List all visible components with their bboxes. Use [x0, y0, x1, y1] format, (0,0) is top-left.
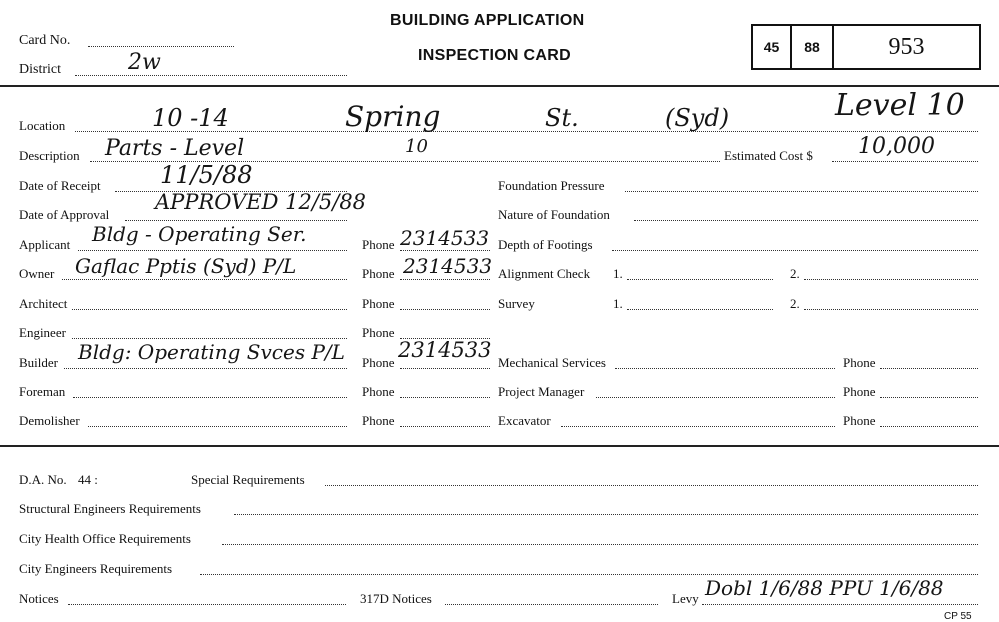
date-of-approval-field[interactable] [125, 220, 347, 221]
excavator-label: Excavator [498, 413, 551, 428]
notices-317d-field[interactable] [445, 604, 658, 605]
nature-of-foundation-field[interactable] [634, 220, 978, 221]
depth-of-footings-label: Depth of Footings [498, 237, 593, 252]
survey-field-2[interactable] [804, 309, 978, 310]
district-label: District [19, 62, 61, 77]
card-box-3: 953 [888, 33, 925, 60]
foreman-field[interactable] [73, 397, 347, 398]
location-label: Location [19, 118, 66, 133]
excavator-field[interactable] [561, 426, 835, 427]
notices-317d-label: 317D Notices [360, 591, 432, 606]
architect-phone-field[interactable] [400, 309, 490, 310]
estimated-cost-field[interactable] [832, 161, 978, 162]
special-requirements-label: Special Requirements [191, 472, 305, 487]
engineer-label: Engineer [19, 325, 66, 340]
alignment-check-num-2: 2. [790, 266, 800, 281]
location-value-1: 10 -14 [152, 104, 229, 132]
card-no-field[interactable] [88, 46, 234, 47]
mechanical-services-field[interactable] [615, 368, 835, 369]
city-health-label: City Health Office Requirements [19, 531, 191, 546]
architect-field[interactable] [72, 309, 347, 310]
card-number-boxes [751, 24, 981, 70]
demolisher-label: Demolisher [19, 413, 80, 428]
demolisher-phone-field[interactable] [400, 426, 490, 427]
alignment-check-label: Alignment Check [498, 266, 591, 281]
city-health-field[interactable] [222, 544, 978, 545]
structural-engineers-label: Structural Engineers Requirements [19, 501, 201, 516]
applicant-phone-value: 2314533 [400, 226, 490, 250]
survey-num-2: 2. [790, 296, 800, 311]
mechanical-services-label: Mechanical Services [498, 355, 606, 370]
mechanical-services-phone-field[interactable] [880, 368, 978, 369]
description-value-extra: 10 [405, 136, 428, 157]
depth-of-footings-field[interactable] [612, 250, 978, 251]
da-no-label: D.A. No. [19, 472, 67, 487]
survey-label: Survey [498, 296, 535, 311]
levy-label: Levy [672, 591, 699, 606]
estimated-cost-value: 10,000 [858, 134, 935, 159]
applicant-phone-label: Phone [362, 237, 395, 252]
project-manager-field[interactable] [596, 397, 835, 398]
owner-value: Gaflac Pptis (Syd) P/L [75, 254, 297, 278]
survey-num-1: 1. [613, 296, 623, 311]
location-value-5: Level 10 [835, 88, 965, 123]
location-value-2: Spring [345, 100, 441, 133]
special-requirements-field[interactable] [325, 485, 978, 486]
owner-phone-value: 2314533 [403, 254, 493, 278]
form-title-line2: INSPECTION CARD [418, 47, 571, 64]
estimated-cost-label: Estimated Cost $ [724, 148, 813, 163]
alignment-check-field-2[interactable] [804, 279, 978, 280]
levy-field[interactable] [702, 604, 978, 605]
nature-of-foundation-label: Nature of Foundation [498, 207, 610, 222]
date-of-approval-label: Date of Approval [19, 207, 110, 222]
builder-phone-value: 2314533 [398, 338, 492, 362]
architect-label: Architect [19, 296, 68, 311]
architect-phone-label: Phone [362, 296, 395, 311]
builder-phone-field[interactable] [400, 368, 490, 369]
demolisher-phone-label: Phone [362, 413, 395, 428]
city-engineers-label: City Engineers Requirements [19, 561, 173, 576]
applicant-label: Applicant [19, 237, 71, 252]
owner-field[interactable] [62, 279, 347, 280]
survey-field-1[interactable] [627, 309, 773, 310]
divider-top [0, 85, 999, 87]
applicant-value: Bldg - Operating Ser. [92, 222, 307, 246]
alignment-check-num-1: 1. [613, 266, 623, 281]
alignment-check-field-1[interactable] [627, 279, 773, 280]
engineer-field[interactable] [72, 338, 347, 339]
builder-phone-label: Phone [362, 355, 395, 370]
district-field[interactable] [75, 75, 347, 76]
date-of-receipt-label: Date of Receipt [19, 178, 101, 193]
levy-value: Dobl 1/6/88 PPU 1/6/88 [705, 576, 944, 600]
form-title-line1: BUILDING APPLICATION [390, 12, 585, 29]
date-of-approval-value: APPROVED 12/5/88 [155, 190, 367, 214]
card-box-2: 88 [792, 26, 834, 68]
description-label: Description [19, 148, 80, 163]
form-code: CP 55 [944, 611, 972, 622]
project-manager-phone-field[interactable] [880, 397, 978, 398]
notices-label: Notices [19, 591, 59, 606]
location-value-4: (Syd) [665, 104, 730, 132]
district-value: 2w [128, 50, 161, 75]
excavator-phone-label: Phone [843, 413, 876, 428]
card-no-label: Card No. [19, 33, 71, 48]
da-no-value: 44 : [78, 472, 98, 487]
builder-value: Bldg: Operating Svces P/L [78, 340, 345, 364]
structural-engineers-field[interactable] [234, 514, 978, 515]
description-value: Parts - Level [105, 136, 245, 161]
location-value-3: St. [545, 104, 579, 132]
demolisher-field[interactable] [88, 426, 347, 427]
mechanical-services-phone-label: Phone [843, 355, 876, 370]
builder-label: Builder [19, 355, 58, 370]
builder-field[interactable] [64, 368, 347, 369]
engineer-phone-label: Phone [362, 325, 395, 340]
city-engineers-field[interactable] [200, 574, 978, 575]
owner-phone-field[interactable] [400, 279, 490, 280]
owner-label: Owner [19, 266, 55, 281]
divider-bottom [0, 445, 999, 447]
foreman-label: Foreman [19, 384, 66, 399]
card-box-1: 45 [753, 26, 792, 68]
excavator-phone-field[interactable] [880, 426, 978, 427]
date-of-receipt-value: 11/5/88 [160, 161, 253, 189]
foundation-pressure-field[interactable] [625, 191, 978, 192]
owner-phone-label: Phone [362, 266, 395, 281]
project-manager-label: Project Manager [498, 384, 585, 399]
foreman-phone-field[interactable] [400, 397, 490, 398]
applicant-phone-field[interactable] [400, 250, 490, 251]
notices-field[interactable] [68, 604, 346, 605]
foundation-pressure-label: Foundation Pressure [498, 178, 605, 193]
applicant-field[interactable] [78, 250, 347, 251]
foreman-phone-label: Phone [362, 384, 395, 399]
project-manager-phone-label: Phone [843, 384, 876, 399]
